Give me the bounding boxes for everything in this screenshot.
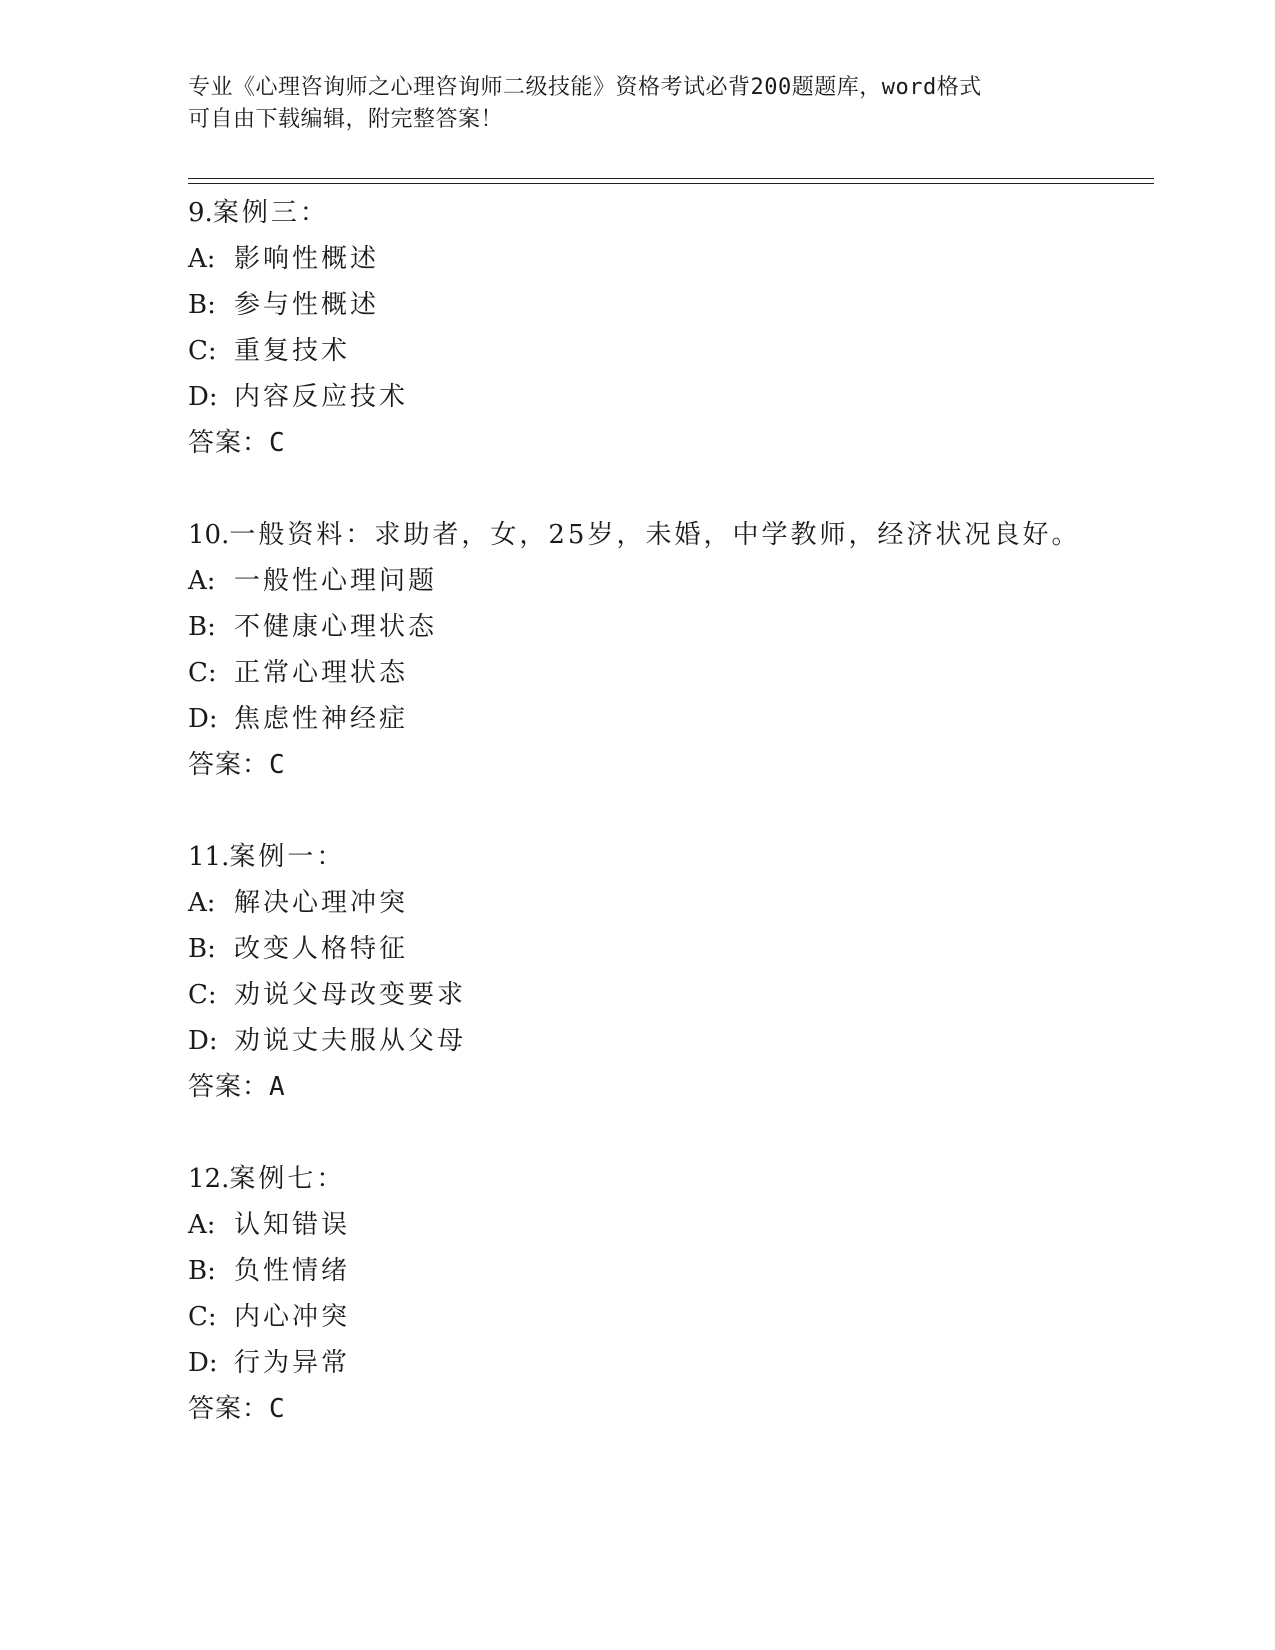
option-key: D: bbox=[188, 704, 218, 734]
question-title bbox=[188, 190, 1148, 236]
option-text: 一般性心理问题 bbox=[234, 566, 438, 596]
option-key: A: bbox=[188, 888, 216, 918]
option-text: 正常心理状态 bbox=[234, 658, 409, 688]
option-key: A: bbox=[188, 566, 216, 596]
option-key: A: bbox=[188, 244, 216, 274]
option-key: B: bbox=[188, 1256, 216, 1286]
option-b bbox=[188, 1248, 1148, 1294]
question-10 bbox=[188, 512, 1148, 788]
option-d bbox=[188, 1018, 1148, 1064]
option-text: 内心冲突 bbox=[234, 1302, 351, 1332]
option-text: 参与性概述 bbox=[234, 290, 380, 320]
option-text: 不健康心理状态 bbox=[234, 612, 438, 642]
answer-label: 答案： bbox=[188, 1394, 270, 1424]
question-number: 12. bbox=[188, 1164, 230, 1194]
option-key: B: bbox=[188, 612, 216, 642]
option-a bbox=[188, 558, 1148, 604]
option-text: 内容反应技术 bbox=[234, 382, 409, 412]
option-text: 影响性概述 bbox=[234, 244, 380, 274]
option-a bbox=[188, 880, 1148, 926]
question-number: 9. bbox=[188, 198, 213, 228]
question-stem: 案例一： bbox=[229, 842, 346, 872]
question-stem: 案例三： bbox=[212, 198, 329, 228]
option-key: C: bbox=[188, 658, 217, 688]
answer-value: A bbox=[269, 1072, 286, 1102]
answer-line bbox=[188, 420, 1148, 466]
answer-label: 答案： bbox=[188, 428, 270, 458]
header-rule-bottom bbox=[188, 183, 1154, 184]
option-text: 认知错误 bbox=[234, 1210, 351, 1240]
option-key: C: bbox=[188, 1302, 217, 1332]
option-key: D: bbox=[188, 1348, 218, 1378]
question-11 bbox=[188, 834, 1148, 1110]
option-c bbox=[188, 650, 1148, 696]
option-d bbox=[188, 696, 1148, 742]
document-header bbox=[188, 72, 1088, 136]
option-text: 改变人格特征 bbox=[234, 934, 409, 964]
answer-value: C bbox=[269, 1394, 286, 1424]
option-text: 焦虑性神经症 bbox=[234, 704, 409, 734]
option-key: B: bbox=[188, 934, 216, 964]
answer-line bbox=[188, 1064, 1148, 1110]
option-text: 劝说父母改变要求 bbox=[234, 980, 467, 1010]
option-b bbox=[188, 926, 1148, 972]
question-title bbox=[188, 1156, 1148, 1202]
question-stem: 一般资料：求助者，女，25岁，未婚，中学教师，经济状况良好。 bbox=[229, 520, 1081, 550]
option-a bbox=[188, 1202, 1148, 1248]
option-key: C: bbox=[188, 336, 217, 366]
answer-line bbox=[188, 1386, 1148, 1432]
option-b bbox=[188, 604, 1148, 650]
question-9 bbox=[188, 190, 1148, 466]
option-text: 解决心理冲突 bbox=[234, 888, 409, 918]
option-c bbox=[188, 328, 1148, 374]
option-text: 负性情绪 bbox=[234, 1256, 351, 1286]
header-line-1: 专业《心理咨询师之心理咨询师二级技能》资格考试必背200题题库，word格式 bbox=[188, 75, 982, 100]
option-key: D: bbox=[188, 382, 218, 412]
question-title bbox=[188, 834, 1148, 880]
header-rule-top bbox=[188, 178, 1154, 179]
option-key: A: bbox=[188, 1210, 216, 1240]
option-key: D: bbox=[188, 1026, 218, 1056]
question-12 bbox=[188, 1156, 1148, 1432]
question-title bbox=[188, 512, 1148, 558]
answer-value: C bbox=[269, 750, 286, 780]
option-d bbox=[188, 1340, 1148, 1386]
answer-line bbox=[188, 742, 1148, 788]
answer-label: 答案： bbox=[188, 1072, 270, 1102]
question-stem: 案例七： bbox=[229, 1164, 346, 1194]
answer-value: C bbox=[269, 428, 286, 458]
header-line-2: 可自由下载编辑，附完整答案！ bbox=[188, 107, 504, 132]
option-text: 劝说丈夫服从父母 bbox=[234, 1026, 467, 1056]
option-key: C: bbox=[188, 980, 217, 1010]
question-number: 10. bbox=[188, 520, 230, 550]
question-number: 11. bbox=[188, 842, 230, 872]
option-d bbox=[188, 374, 1148, 420]
question-list bbox=[188, 190, 1148, 1478]
option-c bbox=[188, 972, 1148, 1018]
option-a bbox=[188, 236, 1148, 282]
answer-label: 答案： bbox=[188, 750, 270, 780]
option-key: B: bbox=[188, 290, 216, 320]
option-text: 行为异常 bbox=[234, 1348, 351, 1378]
option-c bbox=[188, 1294, 1148, 1340]
option-text: 重复技术 bbox=[234, 336, 351, 366]
option-b bbox=[188, 282, 1148, 328]
